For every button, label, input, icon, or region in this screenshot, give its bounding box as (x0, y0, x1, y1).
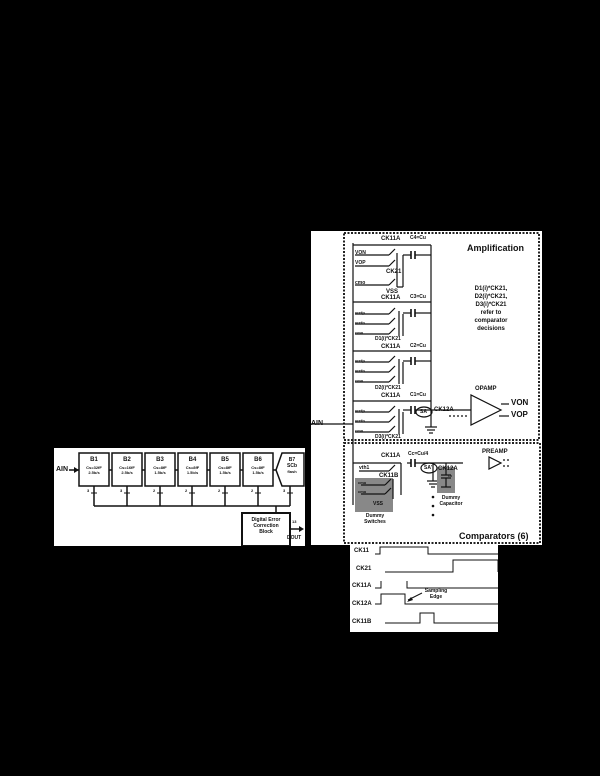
timing-diagram (350, 545, 498, 632)
switch-clock-label: D1(i)*CK21 (375, 336, 401, 342)
input-label: cmo (355, 330, 364, 335)
stage-b4 (178, 457, 207, 475)
stage-b7-flash (280, 458, 304, 474)
input-label: VON (355, 250, 366, 256)
branch-clock-label: CK11A (381, 236, 401, 242)
dummy-vss-label: VSS (373, 501, 384, 507)
input-label: cmo (355, 280, 366, 286)
dummy-switches-label (355, 514, 395, 525)
label-line: Dummy (365, 513, 385, 519)
signal-ck11b: CK11B (352, 619, 372, 625)
bit-label: 3 (87, 488, 90, 493)
note-line: D2(i)*CK21, (474, 294, 508, 300)
stage-bits: 1.5b/s (154, 470, 166, 475)
note-line: refer to (480, 310, 502, 316)
sa-clock-label: CK12A (434, 407, 454, 413)
input-label: vrefp (355, 408, 365, 413)
amplification-title: Amplification (467, 243, 525, 253)
stage-cap: Cs=8fF (251, 465, 265, 470)
input-label: vrefn (355, 368, 365, 373)
stage-bits: 1.5b/s (186, 470, 199, 475)
branch-cap-label: C1=Cu (410, 392, 426, 398)
vth-clock-label: CK11B (379, 473, 399, 479)
branch-cap-label: C4=Cu (410, 235, 426, 241)
schematic-lines (311, 231, 542, 545)
input-label: vrefn (355, 418, 365, 423)
comparator-decision-note (451, 285, 531, 333)
sa-prime-label: SA' (424, 465, 433, 471)
dummy-input-label: cmo (358, 480, 367, 485)
input-label: vrefn (355, 320, 365, 325)
output-vop: VOP (511, 410, 528, 419)
input-label: cmo (355, 378, 364, 383)
stage-b5 (210, 457, 240, 475)
bit-label: 2 (251, 488, 254, 493)
stage-bits: 1.5b/s (219, 470, 231, 475)
note-line: D1(i)*CK21, (474, 286, 508, 292)
schematic-figure (311, 231, 542, 545)
branch-cap-label: C2=Cu (410, 343, 426, 349)
bit-label: 2 (218, 488, 221, 493)
stage-b3 (145, 457, 175, 475)
label-line: Dummy (441, 495, 461, 501)
signal-ck12a: CK12A (352, 601, 372, 607)
dummy-cap-inner-label: Cd (448, 474, 452, 478)
branch-clock-label: CK11A (381, 344, 401, 350)
vss-label: VSS (386, 289, 399, 295)
input-label: VOP (355, 260, 366, 266)
dout-label: DOUT (287, 535, 302, 541)
branch-clock-label: CK11A (381, 295, 401, 301)
pipeline-figure (54, 448, 305, 546)
dummy-capacitor-label (431, 496, 471, 507)
label-line: Switches (364, 519, 386, 525)
bit-label: 3 (283, 488, 286, 493)
output-bits-label: 13 (292, 519, 297, 524)
branch-clock-label: CK11A (381, 393, 401, 399)
stage-cap: Cs=16fF (119, 465, 135, 470)
bit-label: 2 (153, 488, 156, 493)
annotation-line: Sampling (424, 588, 448, 594)
stage-cap: SCb (287, 463, 297, 469)
output-von: VON (511, 398, 529, 407)
branch-cap-label: C3=Cu (410, 294, 426, 300)
block-line: Correction (253, 523, 279, 529)
switch-clock-label: CK21 (386, 269, 402, 275)
signal-ck11a: CK11A (352, 583, 372, 589)
ain-input-label: AIN (311, 420, 324, 427)
note-line: D3(i)*CK21 (475, 302, 507, 308)
stage-cap: Cs=32fF (86, 465, 102, 470)
stage-name: B7 (288, 457, 296, 463)
stage-bits: 2.5b/s (121, 470, 133, 475)
stage-b1 (79, 457, 109, 475)
comparators-title: Comparators (6) (459, 531, 529, 541)
preamp-label: PREAMP (482, 449, 508, 455)
stage-b6 (243, 457, 273, 475)
stage-cap: Cs=8fF (185, 465, 200, 470)
annotation-line: Edge (429, 594, 443, 600)
digital-error-correction-block (242, 518, 290, 535)
stage-name: B1 (90, 457, 98, 463)
input-label: vrefp (355, 310, 365, 315)
signal-ck11: CK11 (354, 548, 370, 554)
signal-ck21: CK21 (356, 566, 372, 572)
block-line: Digital Error (251, 517, 281, 523)
stage-cap: Cs=8fF (218, 465, 232, 470)
ain-label: AIN (56, 466, 69, 473)
stage-cap: Cs=8fF (153, 465, 167, 470)
input-label: vrefp (355, 358, 365, 363)
comparator-clock-label: CK11A (381, 453, 401, 459)
stage-name: B3 (156, 457, 164, 463)
stage-name: B5 (221, 457, 229, 463)
sa-prime-clock-label: CK12A (438, 466, 458, 472)
label-line: Capacitor (439, 501, 463, 507)
switch-clock-label: D2(i)*CK21 (375, 385, 401, 391)
vth-label: vth1 (359, 465, 370, 471)
input-label: cmo (355, 428, 364, 433)
bit-label: 2 (185, 488, 188, 493)
switch-clock-label: D3(i)*CK21 (375, 434, 401, 440)
opamp-label: OPAMP (475, 386, 497, 392)
note-line: comparator (474, 318, 508, 324)
stage-bits: flash (287, 469, 297, 474)
sampling-edge-annotation (416, 589, 456, 600)
bit-label: 3 (120, 488, 123, 493)
block-line: Block (259, 529, 273, 535)
stage-name: B4 (188, 457, 197, 463)
comparator-cap-label: Cc=Cu/4 (408, 451, 429, 457)
sa-label: SA (420, 409, 427, 415)
stage-name: B6 (254, 457, 262, 463)
stage-bits: 2.5b/s (88, 470, 100, 475)
dummy-input-label: cmo (358, 489, 367, 494)
note-line: decisions (477, 326, 505, 332)
stage-b2 (112, 457, 142, 475)
stage-bits: 1.5b/s (252, 470, 264, 475)
stage-name: B2 (123, 457, 131, 463)
